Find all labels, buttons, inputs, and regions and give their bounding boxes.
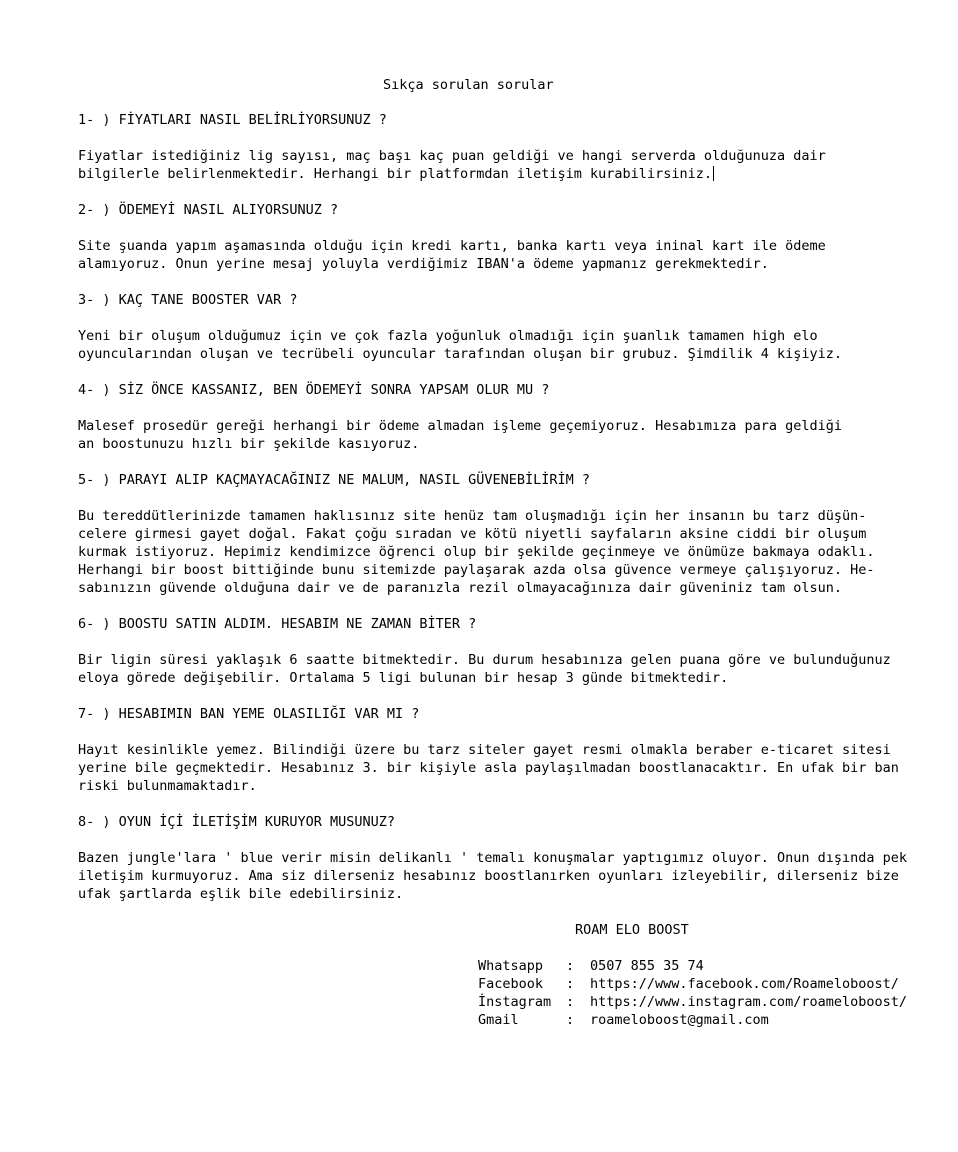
contact-label: Whatsapp — [478, 958, 544, 974]
faq-item-2 — [78, 201, 938, 273]
faq-question: 6- ) BOOSTU SATIN ALDIM. HESABIM NE ZAMAN BİTER ? — [78, 616, 477, 632]
faq-answer[interactable] — [78, 147, 938, 183]
faq-question: 5- ) PARAYI ALIP KAÇMAYACAĞINIZ NE MALUM, NASIL GÜVENEBİLİRİM ? — [78, 472, 591, 488]
contact-label: Facebook — [478, 976, 544, 992]
contact-separator: : — [566, 1012, 575, 1028]
faq-item-1 — [78, 111, 938, 183]
contact-label: Gmail — [478, 1012, 519, 1028]
contact-row-instagram — [478, 993, 907, 1011]
contact-separator: : — [566, 976, 575, 992]
contact-label: İnstagram — [478, 994, 552, 1010]
contact-value[interactable]: 0507 855 35 74 — [590, 958, 704, 974]
contact-separator: : — [566, 994, 575, 1010]
contact-row-facebook — [478, 975, 907, 993]
faq-question: 3- ) KAÇ TANE BOOSTER VAR ? — [78, 292, 298, 308]
contact-row-gmail — [478, 1011, 907, 1029]
faq-answer[interactable]: Yeni bir oluşum olduğumuz için ve çok fazla yoğunluk olmadığı için şuanlık tamamen high elo oyuncularından oluşan ve tecrübeli oyuncular tarafından oluşan bir grubuz. Şimdilik 4 kişiyiz. — [78, 328, 843, 362]
faq-answer[interactable]: Bir ligin süresi yaklaşık 6 saatte bitmektedir. Bu durum hesabınıza gelen puana göre ve bulunduğunuz eloya görede değişebilir. Ortalama 5 ligi bulunan bir hesap 3 günde bitmektedir. — [78, 652, 891, 686]
faq-item-6 — [78, 615, 938, 687]
contact-row-whatsapp — [478, 957, 907, 975]
faq-question: 2- ) ÖDEMEYİ NASIL ALIYORSUNUZ ? — [78, 202, 339, 218]
contact-value[interactable]: https://www.facebook.com/Roameloboost/ — [590, 976, 899, 992]
contact-separator: : — [566, 958, 575, 974]
contact-value[interactable]: roameloboost@gmail.com — [590, 1012, 769, 1028]
faq-answer[interactable]: Site şuanda yapım aşamasında olduğu için kredi kartı, banka kartı veya ininal kart ile ödeme alamıyoruz. Onun yerine mesaj yoluyla verdiğimiz IBAN'a ödeme yapmanız gerekmektedir. — [78, 238, 826, 272]
faq-item-7 — [78, 705, 938, 795]
faq-question: 4- ) SİZ ÖNCE KASSANIZ, BEN ÖDEMEYİ SONRA YAPSAM OLUR MU ? — [78, 382, 550, 398]
faq-question: 1- ) FİYATLARI NASIL BELİRLİYORSUNUZ ? — [78, 112, 387, 128]
text-cursor — [713, 166, 714, 181]
contact-table — [478, 957, 907, 1029]
faq-answer[interactable]: Malesef prosedür gereği herhangi bir ödeme almadan işleme geçemiyoruz. Hesabımıza para geldiği an boostunuzu hızlı bir şekilde kasıyoruz. — [78, 418, 843, 452]
contact-value[interactable]: https://www.instagram.com/roameloboost/ — [590, 994, 907, 1010]
faq-answer-text: Fiyatlar istediğiniz lig sayısı, maç başı kaç puan geldiği ve hangi serverda olduğunuza dair bilgilerle belirlenmektedir. Herhangi bir platformdan iletişim kurabilirsiniz. — [78, 148, 826, 182]
faq-answer[interactable]: Bazen jungle'lara ' blue verir misin delikanlı ' temalı konuşmalar yaptıgımız oluyor. Onun dışında pek iletişim kurmuyoruz. Ama siz dilerseniz hesabınız boostlanırken oyunları izleyebilir, dilerseniz bize ufak şartlarda eşlik bile edebilirsiniz. — [78, 850, 908, 902]
faq-item-3 — [78, 291, 938, 363]
faq-item-8 — [78, 813, 938, 903]
faq-question: 8- ) OYUN İÇİ İLETİŞİM KURUYOR MUSUNUZ? — [78, 814, 395, 830]
faq-item-4 — [78, 381, 938, 453]
faq-answer[interactable]: Bu tereddütlerinizde tamamen haklısınız site henüz tam oluşmadığı için her insanın bu tarz düşün- celere girmesi gayet doğal. Fakat çoğu sıradan ve kötü niyetli sayfaların aksine ciddi bir oluşum kurmak istiyoruz. Hepimiz kendimizce öğrenci olup bir şekilde geçinmeye ve önümüze bakmaya odaklı. Herhangi bir boost bittiğinde bunu sitemizde paylaşarak azda olsa güvence vermeye çalışıyoruz. He- sabınızın güvende olduğuna dair ve de paranızla rezil olmayacağınıza dair güveniniz tam olsun. — [78, 508, 875, 596]
signature: ROAM ELO BOOST — [575, 922, 689, 938]
faq-question: 7- ) HESABIMIN BAN YEME OLASILIĞI VAR MI ? — [78, 706, 420, 722]
faq-item-5 — [78, 471, 938, 597]
page-title: Sıkça sorulan sorular — [383, 77, 554, 93]
faq-answer[interactable]: Hayıt kesinlikle yemez. Bilindiği üzere bu tarz siteler gayet resmi olmakla beraber e-ticaret sitesi yerine bile geçmektedir. Hesabınız 3. bir kişiyle asla paylaşılmadan boostlanacaktır. En ufak bir ban riski bulunmamaktadır. — [78, 742, 899, 794]
